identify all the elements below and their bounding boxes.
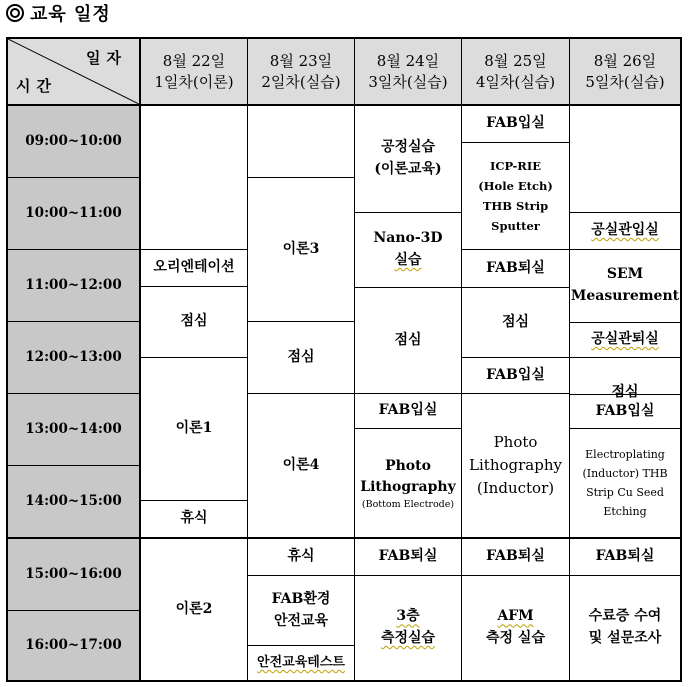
day5-electroplating: Electroplating (Inductor) THB Strip Cu Seed Etching <box>570 429 680 539</box>
day1-empty <box>141 106 248 250</box>
day-header-4: 8월 25일 4일차(실습) <box>462 39 570 106</box>
day1-theory1: 이론1 <box>141 358 248 501</box>
day5-certificate: 수료증 수여 및 설문조사 <box>588 608 662 646</box>
day5-fab-in: FAB입실 <box>570 394 680 429</box>
double-circle-icon <box>6 4 24 22</box>
day-header-3: 8월 24일 3일차(실습) <box>355 39 462 106</box>
time-slot-1: 09:00~10:00 <box>8 106 141 178</box>
day5-fab-out: FAB퇴실 <box>570 539 680 576</box>
time-slot-2: 10:00~11:00 <box>8 178 141 250</box>
day2-theory3: 이론3 <box>248 178 355 322</box>
time-slot-5: 13:00~14:00 <box>8 394 141 466</box>
time-slot-7: 15:00~16:00 <box>8 539 141 611</box>
day4-photolithography: Photo Lithography (Inductor) <box>462 394 570 539</box>
day4-fab-in-am: FAB입실 <box>462 106 570 143</box>
section-heading: 교육 일정 <box>6 2 111 28</box>
day-axis-label: 일자 <box>86 49 127 67</box>
day3-fab-in: FAB입실 <box>355 394 462 429</box>
day2-theory4: 이론4 <box>248 394 355 539</box>
day3-nano3d: Nano-3D 실습 <box>355 213 462 288</box>
day1-rest: 휴식 <box>141 501 248 539</box>
day4-fab-out-am: FAB퇴실 <box>462 250 570 288</box>
time-slot-6: 14:00~15:00 <box>8 466 141 539</box>
day3-fab-out: FAB퇴실 <box>355 539 462 576</box>
day4-fab-in-pm: FAB입실 <box>462 358 570 394</box>
day3-photolithography: Photo Lithography (Bottom Electrode) <box>355 429 462 539</box>
day-header-1: 8월 22일 1일차(이론) <box>141 39 248 106</box>
day5-lunch: 점심 <box>570 358 680 429</box>
day5-sem: SEM Measurement <box>570 250 680 323</box>
day5-empty <box>570 106 680 213</box>
day-header-5: 8월 26일 5일차(실습) <box>570 39 680 106</box>
day5-lab-out: 공실관퇴실 <box>570 323 680 358</box>
day2-rest: 휴식 <box>248 539 355 576</box>
day4-icp-rie: ICP-RIE (Hole Etch) THB Strip Sputter <box>462 143 570 250</box>
day1-theory2: 이론2 <box>141 539 248 680</box>
time-slot-3: 11:00~12:00 <box>8 250 141 322</box>
day3-measurement: 3층 측정실습 <box>355 576 462 680</box>
day2-empty <box>248 106 355 178</box>
day2-safety-test: 안전교육테스트 <box>248 646 355 680</box>
time-slot-4: 12:00~13:00 <box>8 322 141 394</box>
day4-fab-out-pm: FAB퇴실 <box>462 539 570 576</box>
time-axis-label: 시간 <box>16 77 57 95</box>
day5-lab-in: 공실관입실 <box>570 213 680 250</box>
day3-lunch: 점심 <box>355 288 462 394</box>
day3-process-practice: 공정실습 (이론교육) <box>355 106 462 213</box>
day1-orientation: 오리엔테이션 <box>141 250 248 287</box>
time-slot-8: 16:00~17:00 <box>8 611 141 680</box>
table-corner-header <box>8 39 141 106</box>
day4-afm: AFM 측정 실습 <box>462 576 570 680</box>
day4-lunch: 점심 <box>462 288 570 358</box>
day-header-2: 8월 23일 2일차(실습) <box>248 39 355 106</box>
schedule-table <box>6 37 682 682</box>
day1-lunch: 점심 <box>141 287 248 358</box>
day2-fab-safety: FAB환경 안전교육 <box>248 576 355 646</box>
day2-lunch: 점심 <box>248 322 355 394</box>
